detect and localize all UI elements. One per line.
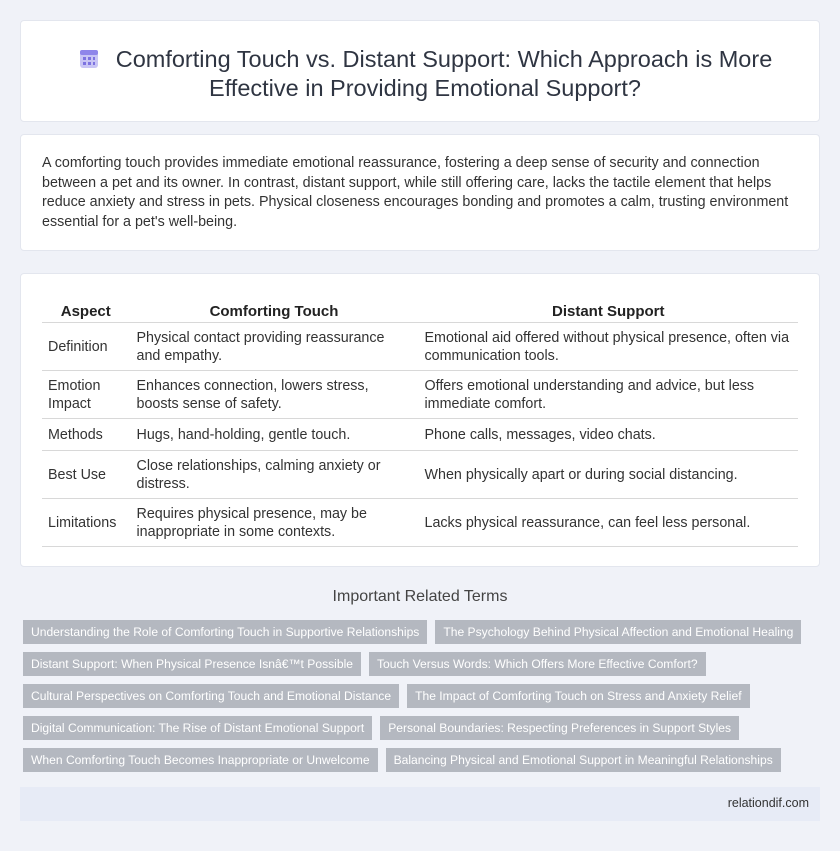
table-cell-touch: Requires physical presence, may be inappropriate in some contexts. bbox=[130, 499, 418, 547]
table-row bbox=[42, 371, 798, 419]
header-distant-support: Distant Support bbox=[418, 294, 798, 323]
related-terms-heading: Important Related Terms bbox=[332, 588, 508, 605]
table-row bbox=[42, 451, 798, 499]
header-comforting-touch: Comforting Touch bbox=[130, 294, 418, 323]
title-wrap bbox=[61, 45, 789, 103]
page-title bbox=[61, 45, 789, 103]
related-term-link[interactable]: The Psychology Behind Physical Affection and Emotional Healing bbox=[435, 620, 801, 644]
table-cell-aspect: Definition bbox=[42, 323, 130, 371]
related-term-link[interactable]: Balancing Physical and Emotional Support in Meaningful Relationships bbox=[386, 748, 781, 772]
related-terms-row bbox=[23, 716, 803, 740]
title-card bbox=[20, 20, 820, 122]
table-row bbox=[42, 323, 798, 371]
footer bbox=[20, 787, 820, 821]
related-term-link[interactable]: Cultural Perspectives on Comforting Touch and Emotional Distance bbox=[23, 684, 399, 708]
table-cell-touch: Hugs, hand-holding, gentle touch. bbox=[130, 419, 418, 451]
table-cell-distant: Lacks physical reassurance, can feel less personal. bbox=[418, 499, 798, 547]
related-term-link[interactable]: Personal Boundaries: Respecting Preferences in Support Styles bbox=[380, 716, 739, 740]
table-cell-aspect: Limitations bbox=[42, 499, 130, 547]
related-terms-list bbox=[23, 620, 803, 780]
related-terms-row bbox=[23, 620, 803, 644]
table-cell-aspect: Best Use bbox=[42, 451, 130, 499]
related-term-link[interactable]: The Impact of Comforting Touch on Stress and Anxiety Relief bbox=[407, 684, 749, 708]
related-terms-row bbox=[23, 684, 803, 708]
comparison-table bbox=[42, 294, 798, 547]
table-cell-distant: When physically apart or during social distancing. bbox=[418, 451, 798, 499]
document-icon bbox=[78, 48, 100, 70]
page-title-text: Comforting Touch vs. Distant Support: Which Approach is More Effective in Providing Emotional Support? bbox=[115, 46, 773, 101]
table-row bbox=[42, 419, 798, 451]
table-cell-aspect: Methods bbox=[42, 419, 130, 451]
table-cell-distant: Emotional aid offered without physical presence, often via communication tools. bbox=[418, 323, 798, 371]
footer-site-link[interactable]: relationdif.com bbox=[727, 796, 809, 810]
related-term-link[interactable]: When Comforting Touch Becomes Inappropriate or Unwelcome bbox=[23, 748, 378, 772]
related-term-link[interactable]: Digital Communication: The Rise of Distant Emotional Support bbox=[23, 716, 372, 740]
related-term-link[interactable]: Distant Support: When Physical Presence Isnâ€™t Possible bbox=[23, 652, 361, 676]
table-cell-touch: Close relationships, calming anxiety or distress. bbox=[130, 451, 418, 499]
table-cell-aspect: Emotion Impact bbox=[42, 371, 130, 419]
comparison-table-card bbox=[20, 273, 820, 567]
intro-paragraph: A comforting touch provides immediate emotional reassurance, fostering a deep sense of security and connection between a pet and its owner. In contrast, distant support, while still offering care, lacks the tactile element that helps reduce anxiety and stress in pets. Physical closeness encourages bonding and promotes a calm, trusting environment essential for a pet's well-being. bbox=[42, 155, 789, 230]
table-cell-touch: Physical contact providing reassurance and empathy. bbox=[130, 323, 418, 371]
table-header-row bbox=[42, 294, 798, 323]
table-cell-touch: Enhances connection, lowers stress, boosts sense of safety. bbox=[130, 371, 418, 419]
table-cell-distant: Phone calls, messages, video chats. bbox=[418, 419, 798, 451]
related-terms-row bbox=[23, 748, 803, 772]
related-terms-row bbox=[23, 652, 803, 676]
table-cell-distant: Offers emotional understanding and advice, but less immediate comfort. bbox=[418, 371, 798, 419]
related-term-link[interactable]: Understanding the Role of Comforting Touch in Supportive Relationships bbox=[23, 620, 427, 644]
table-row bbox=[42, 499, 798, 547]
intro-card bbox=[20, 134, 820, 251]
header-aspect: Aspect bbox=[42, 294, 130, 323]
related-term-link[interactable]: Touch Versus Words: Which Offers More Effective Comfort? bbox=[369, 652, 706, 676]
